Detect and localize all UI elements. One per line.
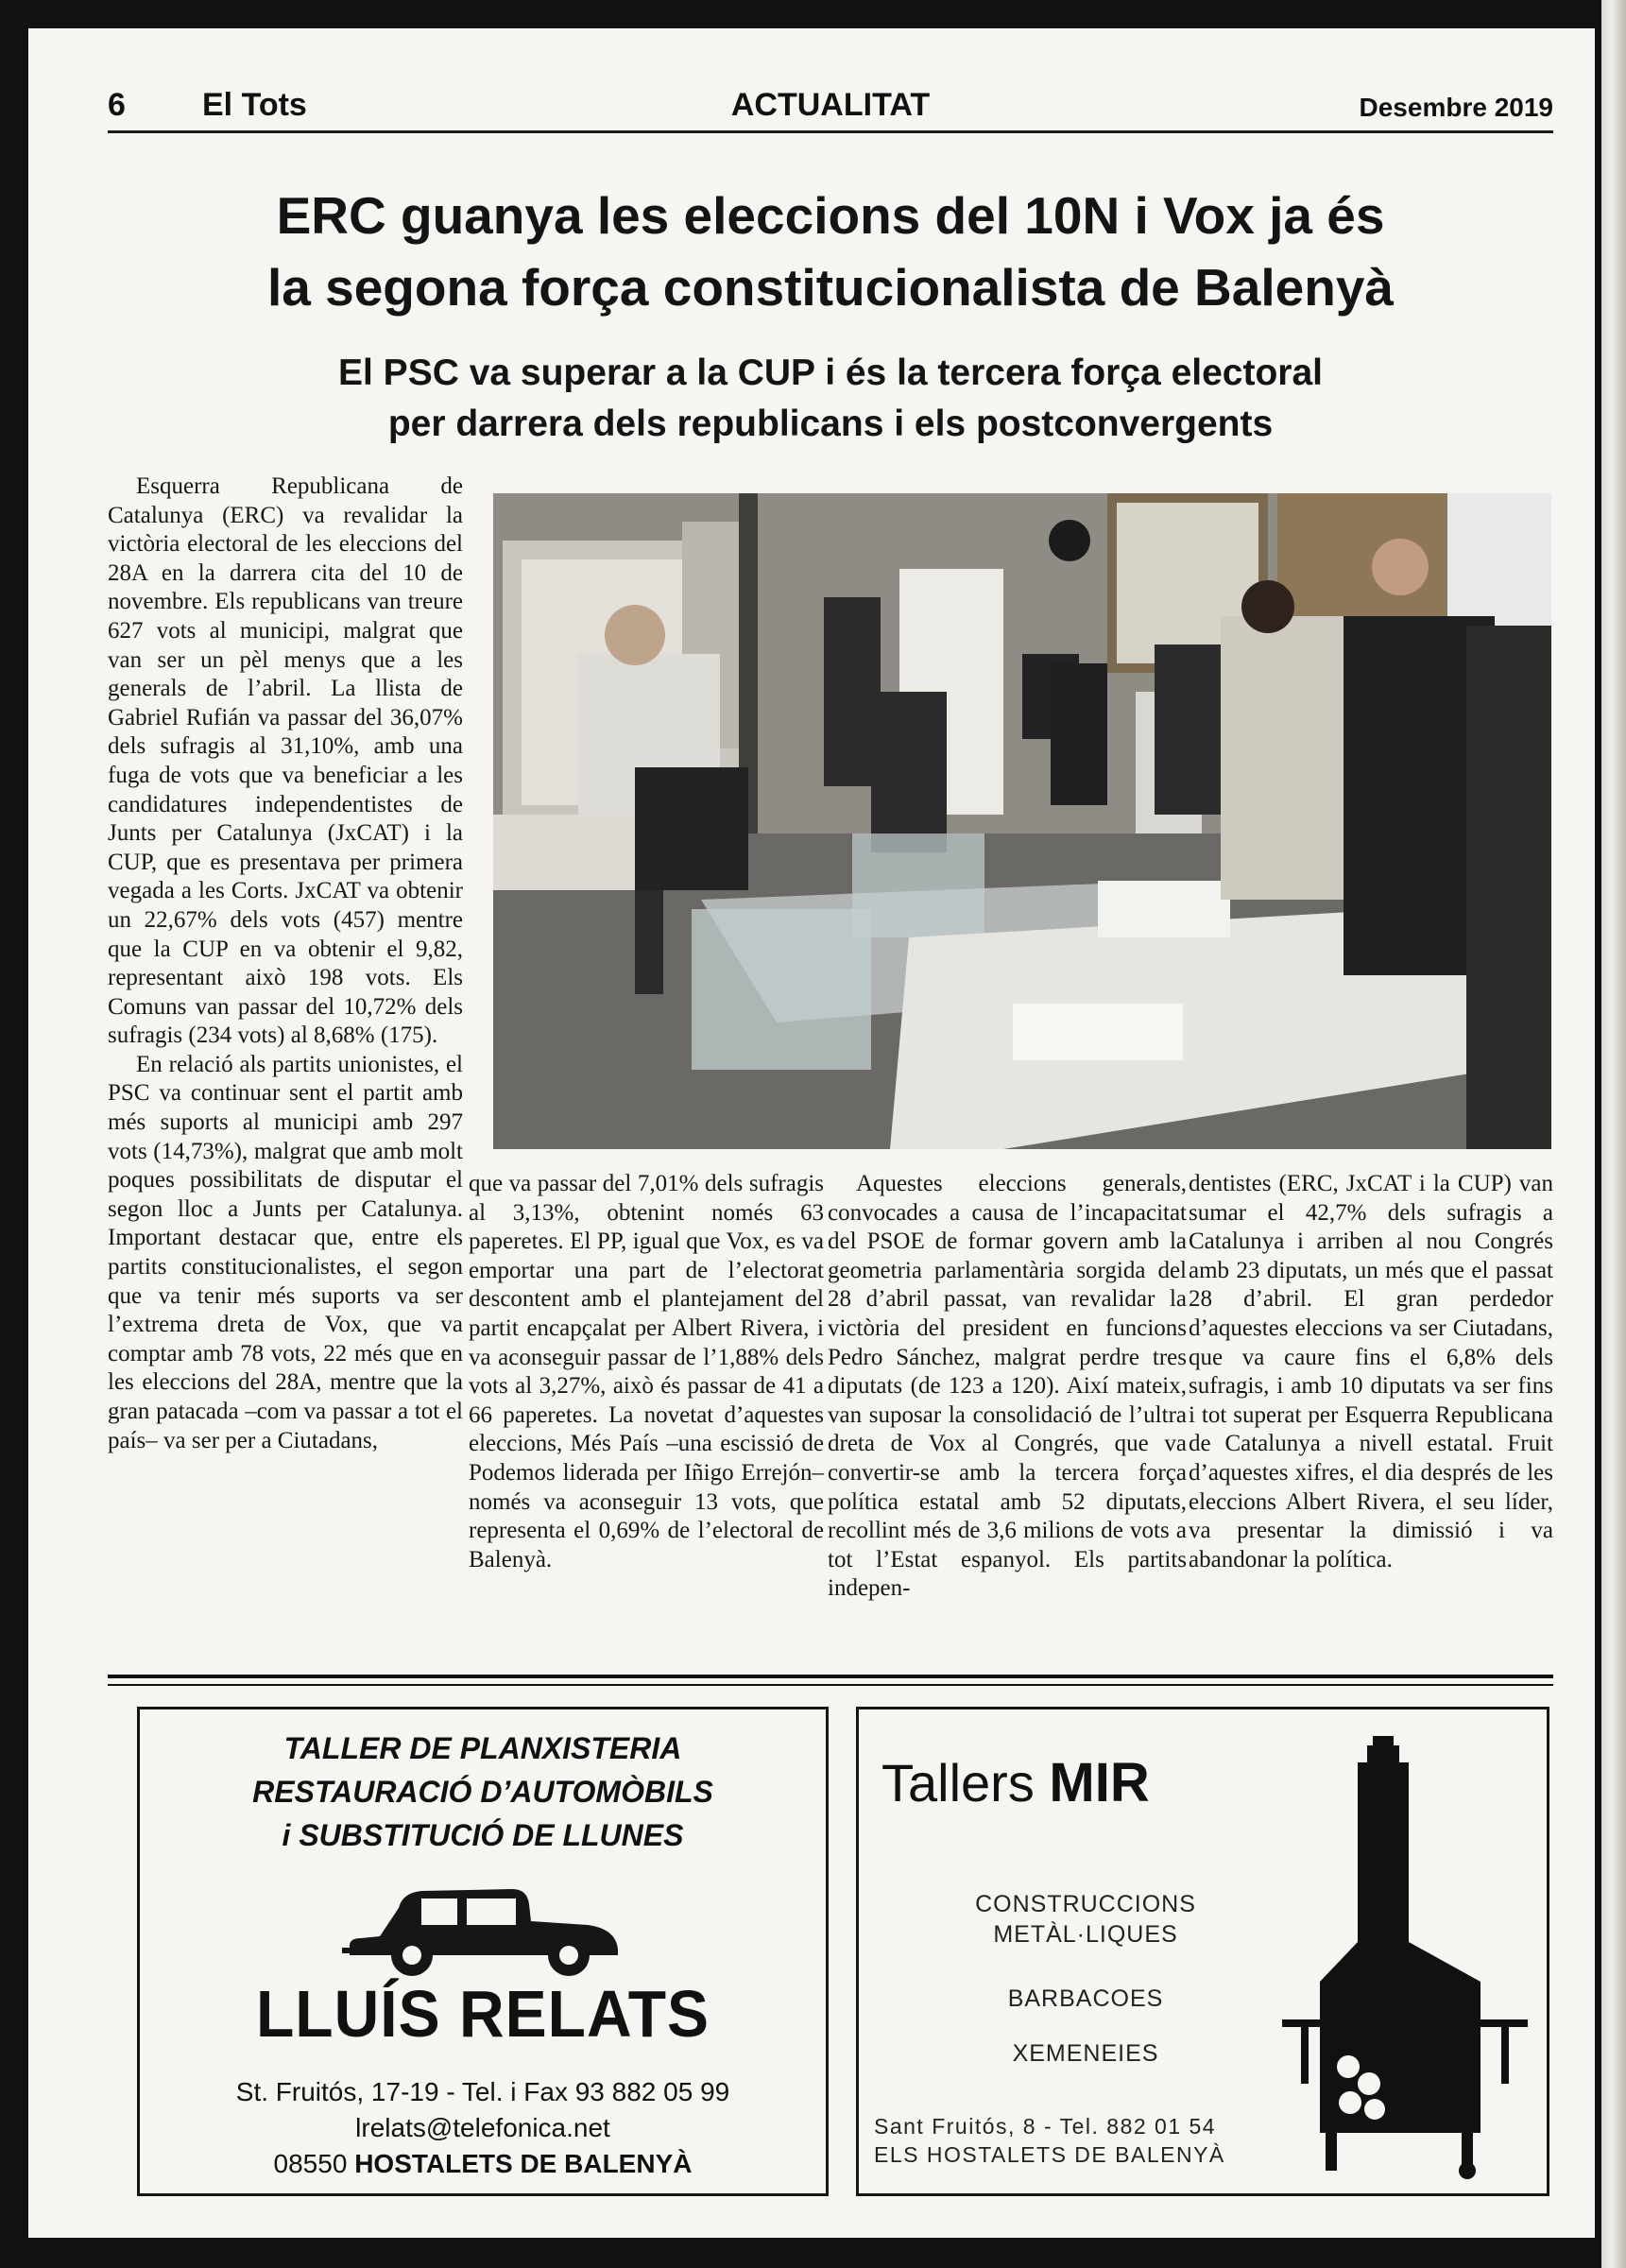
article-paragraph: Aquestes eleccions generals, convocades a causa de l’incapacitat del PSOE de formar govern amb la geometria parlamentària sorgida del 28 d’abril passat, van revalidar la victòria del president en funcions Pedro Sánchez, malgrat perdre tres diputats (de 123 a 120). Així mateix, van suposar la consolidació de l’ultra dreta de Vox al Congrés, que va convertir-se amb la tercera força política estatal amb 52 diputats, recollint més de 3,6 milions de vots a tot l’Estat espanyol. Els partits indepen- (828, 1171, 1187, 1602)
ad-services (140, 1727, 826, 1857)
publication-name: El Tots (202, 87, 307, 123)
article-subheadline (108, 348, 1553, 450)
ad-address: St. Fruitós, 17-19 - Tel. i Fax 93 882 05 99 (235, 2077, 730, 2106)
ad-service: XEMENEIES (1012, 2040, 1159, 2067)
ad-contact (874, 2112, 1225, 2169)
subhead-line-1: El PSC va superar a la CUP i és la tercera força electoral (338, 352, 1323, 393)
ad-brand-light: Tallers (881, 1753, 1035, 1813)
ad-email: lrelats@telefonica.net (355, 2113, 610, 2142)
ad-town: ELS HOSTALETS DE BALENYÀ (874, 2142, 1225, 2167)
article-column-3 (828, 1170, 1187, 1604)
ad-town: HOSTALETS DE BALENYÀ (354, 2149, 693, 2178)
article-paragraph: que va passar del 7,01% dels sufragis al 3,13%, obtenint només 63 paperetes. El PP, igual que Vox, es va emportar una part de l’electorat descontent amb el plantejament del partit encapçalat per Albert Rivera, i va aconseguir passar de l’1,88% dels vots al 3,27%, això és passar de 41 a 66 paperetes. La novetat d’aquestes eleccions, Més País –una escissió de Podemos liderada per Iñigo Errejón– només va aconseguir 13 vots, que representa el 0,69% de l’electoral de Balenyà. (469, 1171, 824, 1572)
section-divider (108, 1675, 1553, 1678)
page-edge (1601, 0, 1626, 2268)
ad-service-line: CONSTRUCCIONS (975, 1891, 1196, 1917)
vintage-car-icon (342, 1880, 625, 1978)
issue-date: Desembre 2019 (1359, 93, 1553, 122)
article-paragraph: En relació als partits unionistes, el PSC va continuar sent el partit amb més suports al municipi amb 297 vots (14,73%), malgrat que amb molt poques possibilitats de disputar el segon lloc a Junts per Catalunya. Important destacar que, entre els partits constitucionalistes, el segon que va tenir més suports va ser l’extrema dreta de Vox, que va comptar amb 78 vots, 22 més que en les eleccions del 28A, mentre que la gran patacada –com va passar a tot el país– va ser per a Ciutadans, (108, 1051, 463, 1453)
section-divider-thin (108, 1684, 1553, 1686)
ad-service-line: TALLER DE PLANXISTERIA (283, 1731, 682, 1765)
ad-service (925, 1889, 1246, 1950)
ad-brand-bold: MIR (1049, 1752, 1150, 1813)
article-paragraph: dentistes (ERC, JxCAT i la CUP) van sumar el 42,7% dels sufragis a Catalunya i arriben al nou Congrés amb 23 diputats, un més que el passat 28 d’abril. El gran perdedor d’aquestes eleccions va ser Ciutadans, que va caure fins el 6,8% dels sufragis, i amb 10 diputats va ser fins i tot superat per Esquerra Republicana de Catalunya a nivell estatal. Fruit d’aquestes xifres, el dia després de les eleccions Albert Rivera, el seu líder, va presentar la dimissió i va abandonar la política. (1189, 1171, 1553, 1572)
article-column-1 (108, 472, 463, 1455)
article-column-2 (469, 1170, 824, 1574)
ad-brand (881, 1751, 1150, 1814)
article-paragraph: Esquerra Republicana de Catalunya (ERC) va revalidar la victòria electoral de les eleccions del 28A en la darrera cita del 10 de novembre. Els republicans van treure 627 vots al municipi, malgrat que van ser un pèl menys que a les generals de l’abril. La llista de Gabriel Rufián va passar del 36,07% dels sufragis al 31,10%, amb una fuga de vots que va beneficiar a les candidatures independentistes de Junts per Catalunya (JxCAT) i la CUP, que es presentava per primera vegada a les Corts. JxCAT va obtenir un 22,67% dels vots (457) mentre que la CUP en va obtenir el 9,82, representant això 198 vots. Els Comuns van passar del 10,72% dels sufragis (234 vots) al 8,68% (175). (108, 473, 463, 1049)
ad-service-line: METÀL·LIQUES (993, 1921, 1178, 1948)
barbecue-grill-icon (1282, 1736, 1528, 2180)
subhead-line-2: per darrera dels republicans i els postconvergents (387, 404, 1274, 444)
article-column-4 (1189, 1170, 1553, 1574)
article-headline (108, 180, 1553, 323)
ad-contact (140, 2074, 826, 2182)
page-header (108, 81, 1553, 133)
headline-line-2: la segona força constitucionalista de Balenyà (266, 258, 1395, 317)
ad-business-name: LLUÍS RELATS (255, 1977, 710, 2051)
newspaper-page (28, 28, 1595, 2238)
ad-service-line: i SUBSTITUCIÓ DE LLUNES (282, 1818, 684, 1852)
advertisement-tallers-mir (856, 1707, 1549, 2196)
ad-postcode: 08550 (273, 2149, 348, 2178)
advertisement-lluis-relats (137, 1707, 829, 2196)
page-number: 6 (108, 87, 126, 123)
ad-service: BARBACOES (1007, 1985, 1164, 2012)
ad-address: Sant Fruitós, 8 - Tel. 882 01 54 (874, 2114, 1217, 2139)
polling-station-photo (493, 493, 1551, 1149)
photo-illustration (493, 493, 1551, 1149)
ad-service-line: RESTAURACIÓ D’AUTOMÒBILS (252, 1775, 713, 1809)
headline-line-1: ERC guanya les eleccions del 10N i Vox ja és (276, 186, 1385, 245)
section-title: ACTUALITAT (730, 87, 931, 123)
